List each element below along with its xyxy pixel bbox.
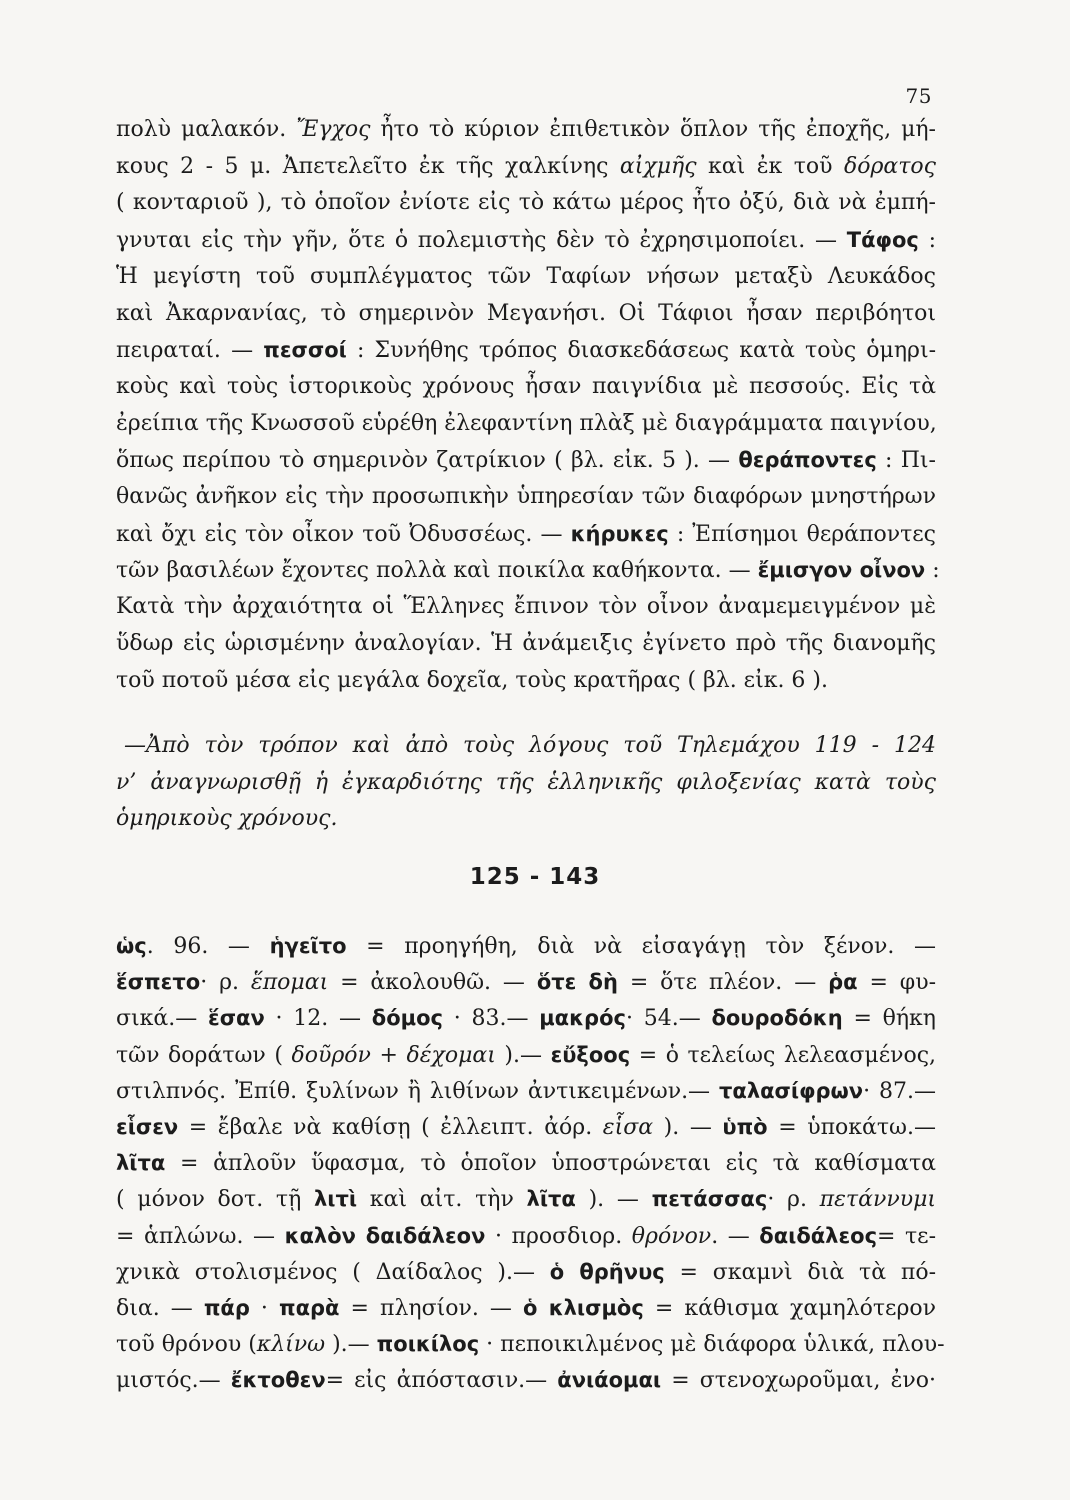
text-run: · προσδιορ.: [485, 1223, 632, 1249]
text-run: Κατὰ τὴν ἀρχαιότητα οἱ Ἕλληνες ἔπινον τὸν οἶνον ἀναμεμειγμένον μὲ: [116, 594, 936, 620]
text-run: ). —: [653, 1115, 723, 1140]
text-run: · πεποικιλμένος μὲ διάφορα ὑλικά, πλου-: [479, 1332, 945, 1358]
headword: ῥα: [828, 970, 858, 995]
text-run: κους 2 - 5 μ. Ἀπετελεῖτο ἐκ τῆς χαλκίνης: [116, 153, 620, 179]
headword: καλὸν δαιδάλεον: [284, 1223, 486, 1248]
text-run: πολὺ μαλακόν.: [116, 117, 297, 142]
text-run: = ἀκολουθῶ. —: [328, 970, 537, 996]
headword: ποικίλος: [376, 1332, 480, 1357]
text-run: = κάθισμα χαμηλότερον: [643, 1296, 937, 1321]
headword: ὁ κλισμὸς: [522, 1296, 644, 1320]
text-line: [116, 332, 936, 368]
headword: δουροδόκη: [711, 1006, 843, 1031]
text-line: [116, 1109, 936, 1145]
text-run: μιστός.—: [116, 1368, 231, 1394]
text-run: καὶ ἐκ τοῦ: [696, 153, 844, 179]
text-run: . —: [711, 1223, 760, 1249]
text-line: [116, 801, 936, 837]
text-line: [116, 552, 940, 588]
text-line: [116, 928, 936, 964]
text-run: τῶν δοράτων (: [116, 1042, 292, 1068]
text-run: —Ἀπὸ τὸν τρόπον καὶ ἀπὸ τοὺς λόγους τοῦ Τηλεμάχου 119 - 124: [124, 733, 936, 758]
text-run: = σκαμνὶ διὰ τὰ πό-: [664, 1259, 937, 1285]
headword: δόμος: [371, 1006, 443, 1031]
italic-term: ἕπομαι: [250, 970, 329, 996]
text-line: [116, 1181, 936, 1217]
text-run: Ἡ μεγίστη τοῦ συμπλέγματος τῶν Ταφίων νήσων μεταξὺ Λευκάδος: [116, 263, 936, 289]
text-line: [116, 149, 936, 185]
text-run: = ἁπλώνω. —: [116, 1223, 285, 1249]
headword: πετάσσας: [651, 1187, 768, 1212]
text-line: [116, 1218, 936, 1254]
text-run: = στενοχωροῦμαι, ἐνο·: [661, 1368, 937, 1394]
text-run: δια. —: [116, 1296, 204, 1321]
headword: θεράποντες: [738, 448, 877, 473]
text-run: ).—: [325, 1332, 377, 1358]
text-line: [116, 1290, 936, 1326]
headword: ἔμισγον οἶνον: [757, 558, 926, 583]
italic-term: εἷσα: [602, 1115, 654, 1140]
text-run: = ὅτε πλέον. —: [617, 970, 829, 996]
headword: ἕσπετο: [116, 970, 201, 995]
headword: λῖτα: [116, 1151, 166, 1176]
page-number: 75: [905, 84, 932, 108]
text-run: στιλπνός. Ἐπίθ. ξυλίνων ἢ λιθίνων ἀντικειμένων.—: [116, 1078, 719, 1104]
text-run: καὶ αἰτ. τὴν: [357, 1187, 527, 1213]
text-line: [116, 1145, 936, 1181]
text-run: = ἁπλοῦν ὕφασμα, τὸ ὁποῖον ὑποστρώνεται εἰς τὰ καθίσματα: [165, 1151, 936, 1177]
italic-term: αἰχμῆς: [619, 153, 697, 179]
text-line: [116, 112, 936, 148]
text-run: πειραταί. —: [116, 338, 264, 364]
text-line: [116, 1362, 936, 1398]
text-run: τοῦ ποτοῦ μέσα εἰς μεγάλα δοχεῖα, τοὺς κρατῆρας ( βλ. εἰκ. 6 ).: [116, 667, 829, 693]
text-line: [116, 479, 936, 515]
text-run: · 83.—: [442, 1006, 540, 1032]
headword: εὔξοος: [550, 1042, 631, 1067]
text-run: :: [918, 228, 936, 254]
italic-term: κλίνω: [256, 1332, 326, 1358]
italic-term: δοῦρόν + δέχομαι: [291, 1042, 496, 1068]
text-run: ὕδωρ εἰς ὡρισμένην ἀναλογίαν. Ἡ ἀνάμειξις ἐγίνετο πρὸ τῆς διανομῆς: [116, 630, 936, 656]
headword: εἷσεν: [116, 1115, 179, 1139]
text-line: [116, 728, 936, 764]
text-run: = φυ-: [857, 970, 937, 996]
text-run: : Πι-: [876, 448, 936, 474]
text-line: [116, 1000, 936, 1036]
text-run: ὁμηρικοὺς χρόνους.: [116, 806, 338, 831]
text-run: χνικὰ στολισμένος ( Δαίδαλος ).—: [116, 1259, 550, 1285]
text-run: · 54.—: [625, 1006, 712, 1032]
text-run: τῶν βασιλέων ἔχοντες πολλὰ καὶ ποικίλα καθήκοντα. —: [116, 558, 758, 584]
headword: κήρυκες: [570, 521, 669, 546]
headword: ἔκτοθεν: [230, 1368, 326, 1393]
text-run: = τε-: [877, 1223, 937, 1249]
italic-term: πετάννυμι: [819, 1187, 937, 1213]
headword: παρὰ: [278, 1296, 340, 1320]
headword: Τάφος: [846, 228, 919, 253]
text-run: θανῶς ἀνῆκον εἰς τὴν προσωπικὴν ὑπηρεσίαν τῶν διαφόρων μνηστήρων: [116, 484, 936, 509]
text-run: : Ἐπίσημοι θεράποντες: [668, 521, 937, 547]
headword: ἕσαν: [208, 1006, 265, 1031]
headword: ταλασίφρων: [718, 1078, 864, 1103]
text-run: κοὺς καὶ τοὺς ἱστορικοὺς χρόνους ἦσαν παιγνίδια μὲ πεσσούς. Εἰς τὰ: [116, 373, 936, 399]
headword: δαιδάλεος: [759, 1223, 878, 1248]
headword: ὅτε δὴ: [536, 970, 618, 995]
section-heading: 125 - 143: [469, 864, 601, 890]
text-run: · ρ.: [200, 970, 251, 996]
text-line: [116, 406, 936, 442]
text-run: ὅπως περίπου τὸ σημερινὸν ζατρίκιον ( βλ. εἰκ. 5 ). —: [116, 448, 739, 474]
italic-term: Ἔγχος: [296, 117, 371, 142]
text-run: ἦτο τὸ κύριον ἐπιθετικὸν ὅπλον τῆς ἐποχῆς, μή-: [370, 117, 936, 142]
italic-term: θρόνον: [631, 1223, 712, 1249]
text-run: = ὑποκάτω.—: [767, 1115, 936, 1140]
text-line: [116, 589, 936, 625]
headword: ὁ θρῆνυς: [549, 1259, 665, 1284]
headword: λῖτα: [526, 1187, 576, 1212]
text-run: τοῦ θρόνου (: [116, 1332, 257, 1358]
text-line: [116, 964, 936, 1000]
text-run: = πλησίον. —: [339, 1296, 523, 1321]
text-run: σικά.—: [116, 1006, 208, 1032]
text-run: · 12. —: [264, 1006, 372, 1032]
text-line: [116, 1073, 936, 1109]
text-run: ). —: [575, 1187, 652, 1213]
text-run: = προηγήθη, διὰ νὰ εἰσαγάγῃ τὸν ξένον. —: [346, 934, 936, 959]
text-run: · ρ.: [767, 1187, 820, 1213]
text-run: : Συνήθης τρόπος διασκεδάσεως κατὰ τοὺς ὁμηρι-: [346, 338, 937, 364]
text-run: = θήκη: [842, 1006, 936, 1032]
headword: πεσσοί: [263, 338, 347, 363]
text-line: [116, 626, 936, 662]
text-run: . 96. —: [146, 934, 270, 959]
text-run: ( κονταριοῦ ), τὸ ὁποῖον ἐνίοτε εἰς τὸ κάτω μέρος ἦτο ὀξύ, διὰ νὰ ἐμπή-: [116, 190, 936, 216]
text-line: [116, 259, 936, 295]
italic-term: δόρατος: [843, 153, 936, 179]
text-run: καὶ ὄχι εἰς τὸν οἶκον τοῦ Ὀδυσσέως. —: [116, 521, 571, 547]
text-run: :: [925, 558, 940, 584]
text-run: = ἔβαλε νὰ καθίσῃ ( ἐλλειπτ. ἀόρ.: [178, 1115, 603, 1140]
text-run: = ὁ τελείως λελεασμένος,: [630, 1042, 937, 1068]
headword: ἡγεῖτο: [269, 934, 347, 958]
text-line: [116, 185, 936, 221]
text-run: ν’ ἀναγνωρισθῇ ἡ ἐγκαρδιότης τῆς ἑλληνικῆς φιλοξενίας κατὰ τοὺς: [116, 769, 936, 795]
text-run: · 87.—: [863, 1078, 936, 1104]
text-run: καὶ Ἀκαρνανίας, τὸ σημερινὸν Μεγανήσι. Οἱ Τάφιοι ἦσαν περιβόητοι: [116, 300, 936, 326]
headword: λιτὶ: [314, 1187, 358, 1212]
headword: ὑπὸ: [722, 1115, 768, 1139]
text-run: ·: [249, 1296, 279, 1321]
text-line: [116, 296, 936, 332]
text-line: [116, 222, 936, 258]
headword: ὡς: [116, 934, 147, 958]
text-run: γνυται εἰς τὴν γῆν, ὅτε ὁ πολεμιστὴς δὲν τὸ ἐχρησιμοποίει. —: [116, 228, 847, 254]
text-run: ἐρείπια τῆς Κνωσσοῦ εὑρέθη ἐλεφαντίνη πλὰξ μὲ διαγράμματα παιγνίου,: [116, 410, 937, 436]
text-line: [116, 1037, 936, 1073]
text-line: [116, 663, 936, 699]
text-run: ( μόνον δοτ. τῇ: [116, 1187, 314, 1213]
headword: πάρ: [203, 1296, 250, 1320]
text-line: [116, 1254, 936, 1290]
text-run: = εἰς ἀπόστασιν.—: [325, 1368, 558, 1394]
headword: ἀνιάομαι: [557, 1368, 662, 1393]
text-line: [116, 369, 936, 405]
text-line: [116, 765, 936, 801]
headword: μακρός: [539, 1006, 626, 1031]
text-line: [116, 1326, 945, 1362]
text-run: ).—: [495, 1042, 551, 1068]
text-line: [116, 516, 936, 552]
text-line: [116, 442, 936, 478]
